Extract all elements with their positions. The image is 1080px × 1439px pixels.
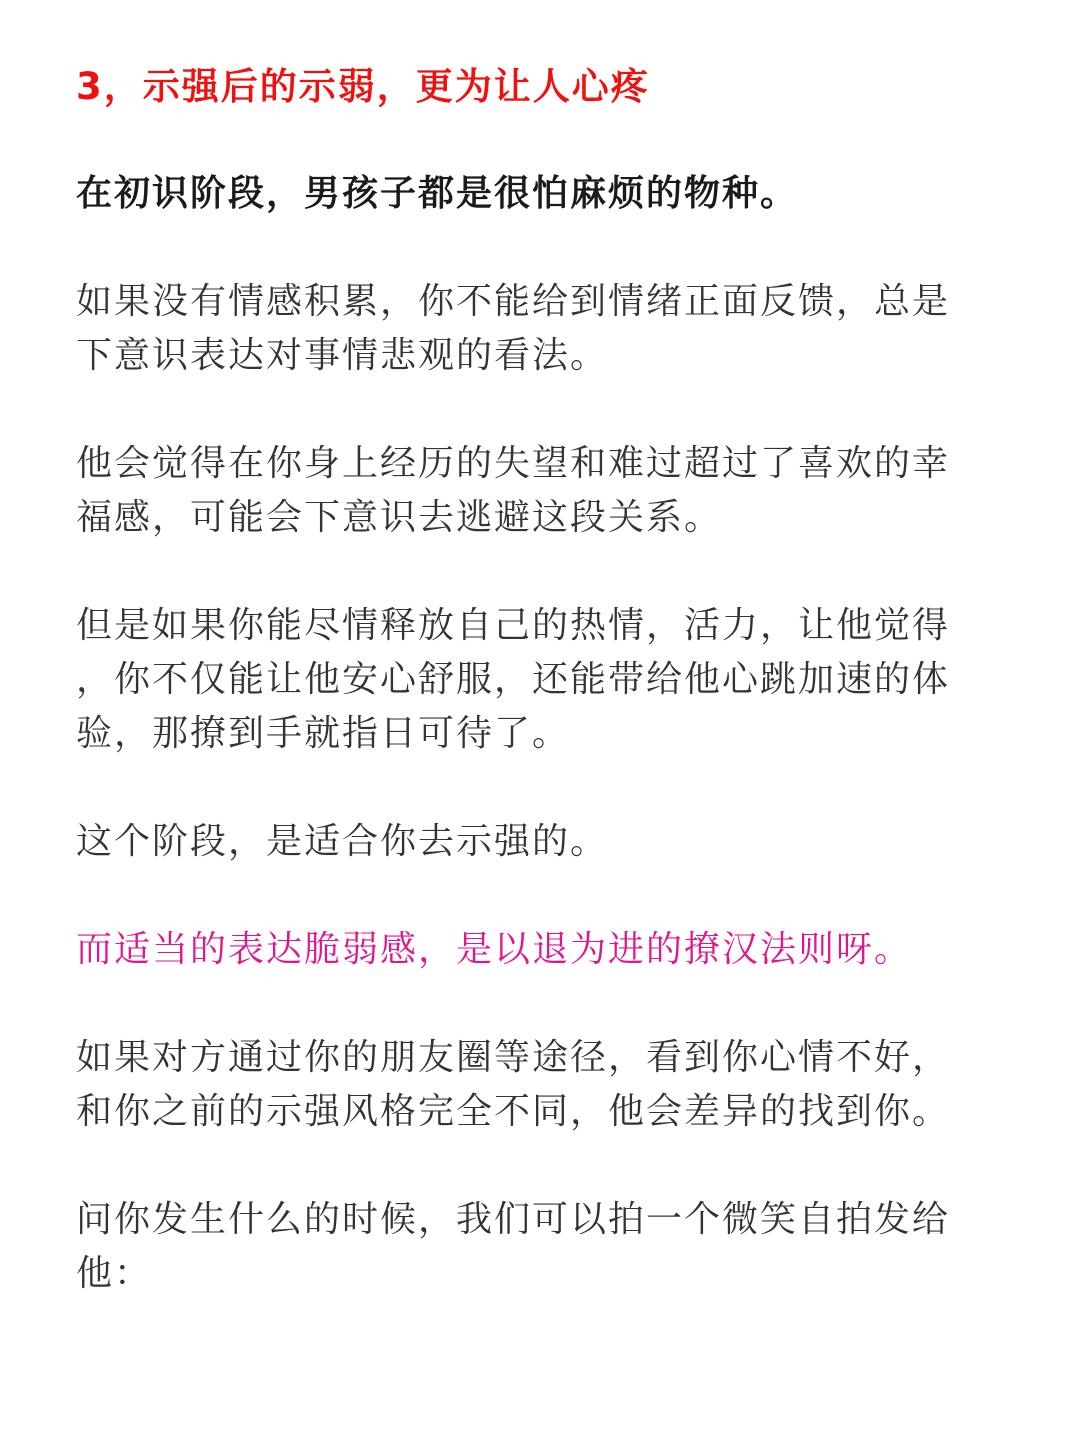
paragraph-6-line-2: 他： bbox=[76, 1253, 153, 1294]
paragraph-3 bbox=[76, 599, 996, 761]
paragraph-5-line-2: 和你之前的示强风格完全不同，他会差异的找到你。 bbox=[76, 1091, 951, 1132]
paragraph-1 bbox=[76, 275, 996, 383]
section-heading: 3，示强后的示弱，更为让人心疼 bbox=[76, 65, 650, 108]
paragraph-1-line-1: 如果没有情感积累，你不能给到情绪正面反馈，总是 bbox=[76, 281, 951, 322]
paragraph-3-line-2: ，你不仅能让他安心舒服，还能带给他心跳加速的体 bbox=[76, 659, 951, 700]
paragraph-2-line-2: 福感，可能会下意识去逃避这段关系。 bbox=[76, 497, 723, 538]
paragraph-3-line-1: 但是如果你能尽情释放自己的热情，活力，让他觉得 bbox=[76, 605, 951, 646]
paragraph-4: 这个阶段，是适合你去示强的。 bbox=[76, 821, 609, 862]
paragraph-2 bbox=[76, 437, 996, 545]
paragraph-5 bbox=[76, 1031, 996, 1139]
paragraph-5-line-1: 如果对方通过你的朋友圈等途径，看到你心情不好， bbox=[76, 1037, 951, 1078]
highlight-paragraph: 而适当的表达脆弱感，是以退为进的撩汉法则呀。 bbox=[76, 929, 913, 970]
paragraph-6 bbox=[76, 1193, 996, 1301]
paragraph-1-line-2: 下意识表达对事情悲观的看法。 bbox=[76, 335, 609, 376]
lead-paragraph: 在初识阶段，男孩子都是很怕麻烦的物种。 bbox=[76, 173, 799, 214]
paragraph-2-line-1: 他会觉得在你身上经历的失望和难过超过了喜欢的幸 bbox=[76, 443, 951, 484]
paragraph-3-line-3: 验，那撩到手就指日可待了。 bbox=[76, 713, 571, 754]
paragraph-6-line-1: 问你发生什么的时候，我们可以拍一个微笑自拍发给 bbox=[76, 1199, 951, 1240]
